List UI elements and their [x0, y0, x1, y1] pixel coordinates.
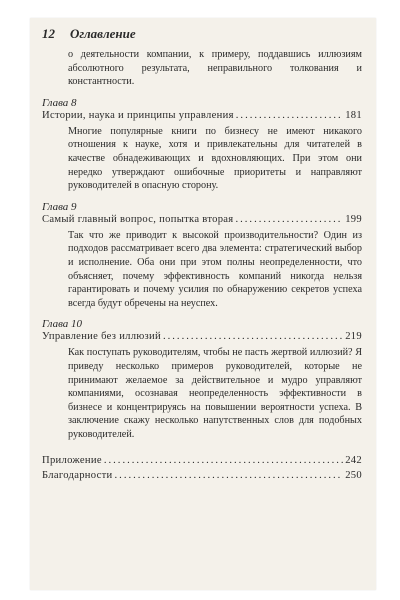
chapter-summary: Так что же приводит к высокой производительности? Один из подходов рассматривает всего два элемента: стратегический выбор и исполнение. Оба они при этом полны неопределенности, что объясняет, почему эффективность компаний никогда нельзя гарантировать и почему усилия по обнаружению секретов успеха всегда будут обречены на неуспех.	[68, 229, 362, 309]
chapter-summary: Как поступать руководителям, чтобы не пасть жертвой иллюзий? Я приведу несколько примеров руководителей, которые не принимают желаемое за действительное и мудро управляют компаниями, осознавая неопределенность эффективности в бизнесе и концентрируясь на повышении вероятности успеха. В заключение скажу несколько напутственных слов для подобных руководителей.	[68, 347, 362, 440]
toc-line-appendix	[42, 455, 362, 466]
chapter-8-entry	[42, 97, 362, 193]
toc-line	[42, 110, 362, 121]
chapter-label: Глава 10	[42, 318, 83, 331]
chapter-summary: Многие популярные книги по бизнесу не имеют никакого отношения к науке, хотя и привлекательны для читателей в качестве обнадеживающих и вдохновляющих. При этом они нередко утверждают ошибочные приоритеты и направляют руководителей в опасную сторону.	[68, 125, 362, 192]
leader-dots	[236, 110, 343, 121]
back-matter	[42, 455, 362, 481]
leader-dots	[104, 455, 343, 466]
leader-dots	[163, 331, 343, 342]
leader-dots	[115, 470, 344, 481]
chapter-label: Глава 9	[42, 200, 77, 213]
chapter-page: 199	[345, 213, 362, 225]
chapter-title: Самый главный вопрос, попытка вторая	[42, 213, 234, 225]
chapter-page: 181	[345, 109, 362, 121]
acknowledgements-title: Благодарности	[42, 470, 113, 482]
leader-dots	[235, 214, 343, 225]
running-head	[42, 26, 362, 42]
carryover-paragraph: о деятельности компании, к примеру, поддавшись иллюзиям абсолютного результата, неправильного толкования и константности.	[68, 49, 362, 88]
appendix-title: Приложение	[42, 455, 102, 467]
page-title: Оглавление	[70, 26, 136, 41]
chapter-title: Истории, наука и принципы управления	[42, 109, 234, 121]
chapter-page: 219	[345, 331, 362, 343]
page-number: 12	[42, 26, 55, 41]
toc-line-acknowledgements	[42, 470, 362, 481]
chapter-label: Глава 8	[42, 96, 77, 109]
chapter-9-entry	[42, 201, 362, 311]
toc-line	[42, 214, 362, 225]
acknowledgements-page: 250	[345, 470, 362, 482]
book-page	[30, 18, 376, 590]
appendix-page: 242	[345, 455, 362, 467]
chapter-10-entry	[42, 318, 362, 441]
toc-line	[42, 331, 362, 342]
chapter-title: Управление без иллюзий	[42, 331, 161, 343]
